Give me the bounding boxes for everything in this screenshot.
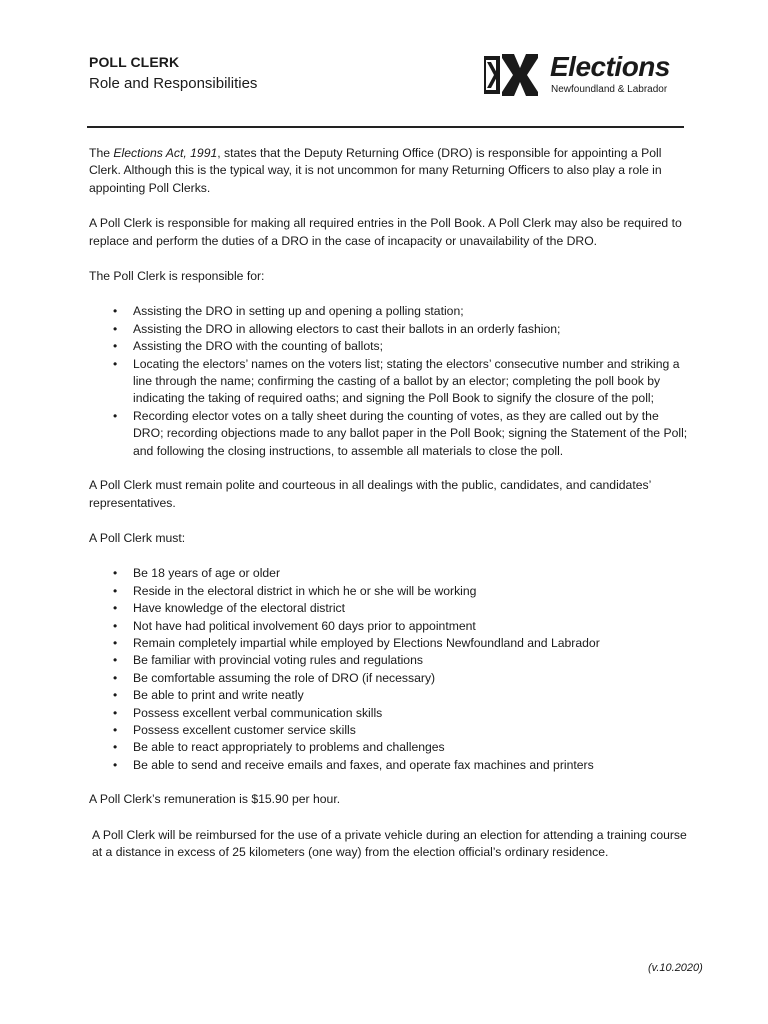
list-item: • Assisting the DRO in setting up and opening a polling station;	[89, 303, 689, 320]
document-title: POLL CLERK	[89, 54, 180, 70]
intro-text-end: , states that the Deputy Returning Office (DRO) is responsible for appointing a Poll Clerk. Although this is the typical way, it is not uncommon for many Returning Officers to also play a role in appointing Poll Clerks.	[89, 146, 662, 195]
poll-book-paragraph: A Poll Clerk is responsible for making all required entries in the Poll Book. A Poll Clerk may also be required to replace and perform the duties of a DRO in the case of incapacity or unavailability of the DRO.	[89, 216, 682, 248]
version-label: (v.10.2020)	[648, 962, 703, 974]
list-item: • Have knowledge of the electoral district	[89, 600, 689, 617]
act-title: Elections Act, 1991	[113, 146, 218, 160]
x-mark-icon	[484, 52, 538, 98]
list-item: • Assisting the DRO with the counting of ballots;	[89, 338, 689, 355]
list-item: • Be comfortable assuming the role of DRO (if necessary)	[89, 670, 689, 687]
list-item: • Be 18 years of age or older	[89, 565, 689, 582]
document-subtitle: Role and Responsibilities	[89, 75, 258, 92]
list-item: • Possess excellent customer service skills	[89, 722, 689, 739]
logo-subtitle: Newfoundland & Labrador	[551, 84, 668, 95]
list-item: • Assisting the DRO in allowing electors to cast their ballots in an orderly fashion;	[89, 321, 689, 338]
list-item: • Be familiar with provincial voting rules and regulations	[89, 652, 689, 669]
list-item: • Possess excellent verbal communication skills	[89, 705, 689, 722]
intro-text-start: The	[89, 146, 114, 160]
list-item: • Locating the electors’ names on the voters list; stating the electors’ consecutive number and striking a line through the name; confirming the casting of a ballot by an elector; completing the poll book by indicating the taking of required oaths; and signing the Poll Book to signify the closure of the poll;	[89, 356, 689, 408]
list-item: • Not have had political involvement 60 days prior to appointment	[89, 618, 689, 635]
requirements-heading: A Poll Clerk must:	[89, 530, 186, 545]
header-divider	[87, 126, 684, 128]
list-item: • Recording elector votes on a tally sheet during the counting of votes, as they are called out by the DRO; recording objections made to any ballot paper in the Poll Book; signing the Statement of the Poll; and following the closing instructions, to assemble all materials to close the poll.	[89, 408, 689, 460]
intro-paragraph	[89, 145, 689, 197]
responsibilities-list	[89, 303, 689, 460]
list-item: • Be able to react appropriately to problems and challenges	[89, 739, 689, 756]
requirements-list	[89, 565, 689, 774]
elections-nl-logo	[484, 50, 684, 100]
remuneration-paragraph: A Poll Clerk’s remuneration is $15.90 per hour.	[89, 792, 341, 807]
list-item: • Be able to send and receive emails and faxes, and operate fax machines and printers	[89, 757, 689, 774]
conduct-paragraph: A Poll Clerk must remain polite and courteous in all dealings with the public, candidates, and candidates’ representatives.	[89, 478, 651, 510]
reimbursement-paragraph: A Poll Clerk will be reimbursed for the use of a private vehicle during an election for attending a training course at a distance in excess of 25 kilometers (one way) from the election official’s ordinary residence.	[92, 827, 687, 859]
responsibilities-heading: The Poll Clerk is responsible for:	[89, 269, 265, 284]
list-item: • Be able to print and write neatly	[89, 687, 689, 704]
list-item: • Reside in the electoral district in which he or she will be working	[89, 583, 689, 600]
logo-wordmark: Elections	[550, 51, 670, 82]
document-body	[89, 145, 689, 879]
list-item: • Remain completely impartial while employed by Elections Newfoundland and Labrador	[89, 635, 689, 652]
